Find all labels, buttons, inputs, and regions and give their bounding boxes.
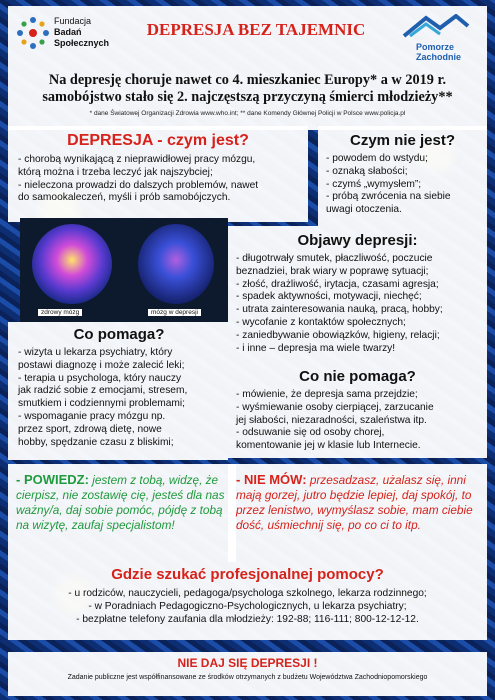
poster-title: DEPRESJA BEZ TAJEMNIC xyxy=(146,20,366,39)
what-is-text xyxy=(18,154,298,205)
what-is-not-line: - czymś „wymysłem”; xyxy=(326,178,422,190)
brain-scan-image xyxy=(20,218,228,322)
dont-say-box xyxy=(228,464,487,562)
region-logo xyxy=(396,14,486,64)
sunburst-logo-icon xyxy=(16,16,50,50)
symptom-line: - spadek aktywności, motywacji, niechęć; xyxy=(236,291,422,303)
symptom-line: - wycofanie z kontaktów społecznych; xyxy=(236,316,406,328)
not-helps-line: - odsuwanie się od osoby chorej, xyxy=(236,427,385,439)
helps-line: hobby, spędzanie czasu z bliskimi; xyxy=(18,436,174,448)
helps-line: - wizyta u lekarza psychiatry, który xyxy=(18,347,173,358)
not-helps-line: komentowanie jej w klasie lub Internecie. xyxy=(236,440,421,452)
symptom-line: - zaniedbywanie obowiązków, higieny, relacji; xyxy=(236,329,440,341)
footer-box xyxy=(8,652,487,696)
symptoms-box xyxy=(228,226,487,364)
symptom-line: - utrata zainteresowania nauką, pracą, hobby; xyxy=(236,304,443,316)
helps-line: jak radzić sobie z emocjami, stresem, xyxy=(18,385,188,397)
dont-say-text: przesadzasz, użalasz się, inni mają gorzej, jutro będzie lepiej, daj spokój, to przez lenistwo, wymyślasz sobie, mam ciebie dość, uśmiechnij się, po co ci to itp. xyxy=(236,473,473,532)
healthy-brain-caption: zdrowy mózg xyxy=(38,309,82,316)
where-help-line: - bezpłatne telefony zaufania dla młodzieży: 192-88; 116-111; 800-12-12-12. xyxy=(76,614,419,625)
where-help-heading: Gdzie szukać profesjonalnej pomocy? xyxy=(111,566,384,583)
symptoms-heading: Objawy depresji: xyxy=(297,232,418,249)
what-is-not-box xyxy=(318,126,487,226)
funding-note: Zadanie publiczne jest współfinansowane ze środków otrzymanych z budżetu Województwa Zachodniopomorskiego xyxy=(67,674,428,681)
not-helps-heading: Co nie pomaga? xyxy=(299,368,416,385)
dont-say-lead: - NIE MÓW: xyxy=(236,472,307,487)
what-is-line: do samookaleczeń, myśli i prób samobójczych. xyxy=(18,192,231,204)
what-is-not-line: uwagi otoczenia. xyxy=(326,204,402,216)
headline-line-2: samobójstwo stało się 2. najczęstszą przyczyną śmierci młodzieży** xyxy=(42,89,453,105)
say-text: jestem z tobą, widzę, że cierpisz, nie zostawię cię, jesteś dla nas ważny/a, daj sobie pomóc, pójdę z tobą na wizytę, zaufaj specjalistom! xyxy=(16,473,225,532)
headline-line-1: Na depresję choruje nawet co 4. mieszkaniec Europy* a w 2019 r. xyxy=(48,72,447,88)
what-is-not-text xyxy=(326,153,479,217)
what-is-not-line: - powodem do wstydu; xyxy=(326,153,428,164)
what-is-line: - chorobą wynikającą z nieprawidłowej pracy mózgu, xyxy=(18,154,256,165)
not-helps-line: - wyśmiewanie osoby cierpiącej, zarzucanie xyxy=(236,401,434,413)
region-logo-icon xyxy=(396,14,486,40)
brain-scans-illustration xyxy=(20,218,228,308)
source-footnote: * dane Światowej Organizacji Zdrowia www.who.int; ** dane Komendy Głównej Policji w Polsce www.policja.pl xyxy=(89,110,406,117)
what-is-depression-box xyxy=(8,126,308,222)
helps-line: - wspomaganie pracy mózgu np. xyxy=(18,410,166,422)
what-helps-heading: Co pomaga? xyxy=(73,326,165,343)
what-is-line: - nieleczona prowadzi do dalszych problemów, nawet xyxy=(18,179,259,191)
what-is-not-line: - próbą zwrócenia na siebie xyxy=(326,191,451,203)
what-helps-text xyxy=(18,347,220,449)
symptom-line: beznadziei, brak wiary w poprawę sytuacji; xyxy=(236,265,429,277)
what-is-line: którą można i trzeba leczyć jak najszybciej; xyxy=(18,166,213,178)
foundation-name-line-1: Fundacja xyxy=(54,16,92,26)
say-lead: - POWIEDZ: xyxy=(16,472,89,487)
symptom-line: - złość, drażliwość, irytacja, czasami agresja; xyxy=(236,278,439,290)
helps-line: postawi diagnozę i może zalecić leki; xyxy=(18,359,185,371)
where-help-text xyxy=(18,587,477,626)
footer-slogan: NIE DAJ SIĘ DEPRESJI ! xyxy=(177,656,318,670)
what-is-heading: DEPRESJA - czym jest? xyxy=(67,132,249,149)
not-helps-line: - mówienie, że depresja sama przejdzie; xyxy=(236,389,418,400)
symptom-line: - i inne – depresja ma wiele twarzy! xyxy=(236,342,396,354)
region-name-line-2: Zachodnie xyxy=(416,52,462,62)
depressed-brain-caption: mózg w depresji xyxy=(148,309,201,316)
symptoms-text xyxy=(236,253,479,355)
where-help-line: - u rodziców, nauczycieli, pedagoga/psychologa szkolnego, lekarza rodzinnego; xyxy=(68,588,427,599)
helps-line: - terapia u psychologa, który nauczy xyxy=(18,372,182,384)
header-card xyxy=(8,6,487,130)
helps-line: smutkiem i codziennymi problemami; xyxy=(18,398,186,410)
where-help-line: - w Poradniach Pedagogiczno-Psychologicznych, u lekarza psychiatry; xyxy=(88,601,407,612)
region-name-line-1: Pomorze xyxy=(416,42,455,52)
headline-statistic xyxy=(18,72,477,106)
what-is-not-line: - oznaką słabości; xyxy=(326,165,408,177)
where-to-get-help-box xyxy=(8,562,487,640)
foundation-logo xyxy=(16,14,116,54)
depressed-brain-icon xyxy=(138,224,214,304)
not-helps-text xyxy=(236,389,479,453)
what-does-not-help-box xyxy=(228,364,487,458)
healthy-brain-icon xyxy=(32,224,112,304)
foundation-name-line-3: Społecznych xyxy=(54,38,110,48)
foundation-name-line-2: Badań xyxy=(54,27,82,37)
helps-line: przez sport, zdrową dietę, nowe xyxy=(18,423,162,435)
not-helps-line: jej słabości, niezaradności, szaleństwa itp. xyxy=(236,414,427,426)
what-is-not-heading: Czym nie jest? xyxy=(349,132,456,149)
what-helps-box xyxy=(8,322,228,460)
say-box xyxy=(8,464,236,562)
symptom-line: - długotrwały smutek, płaczliwość, poczucie xyxy=(236,253,433,264)
